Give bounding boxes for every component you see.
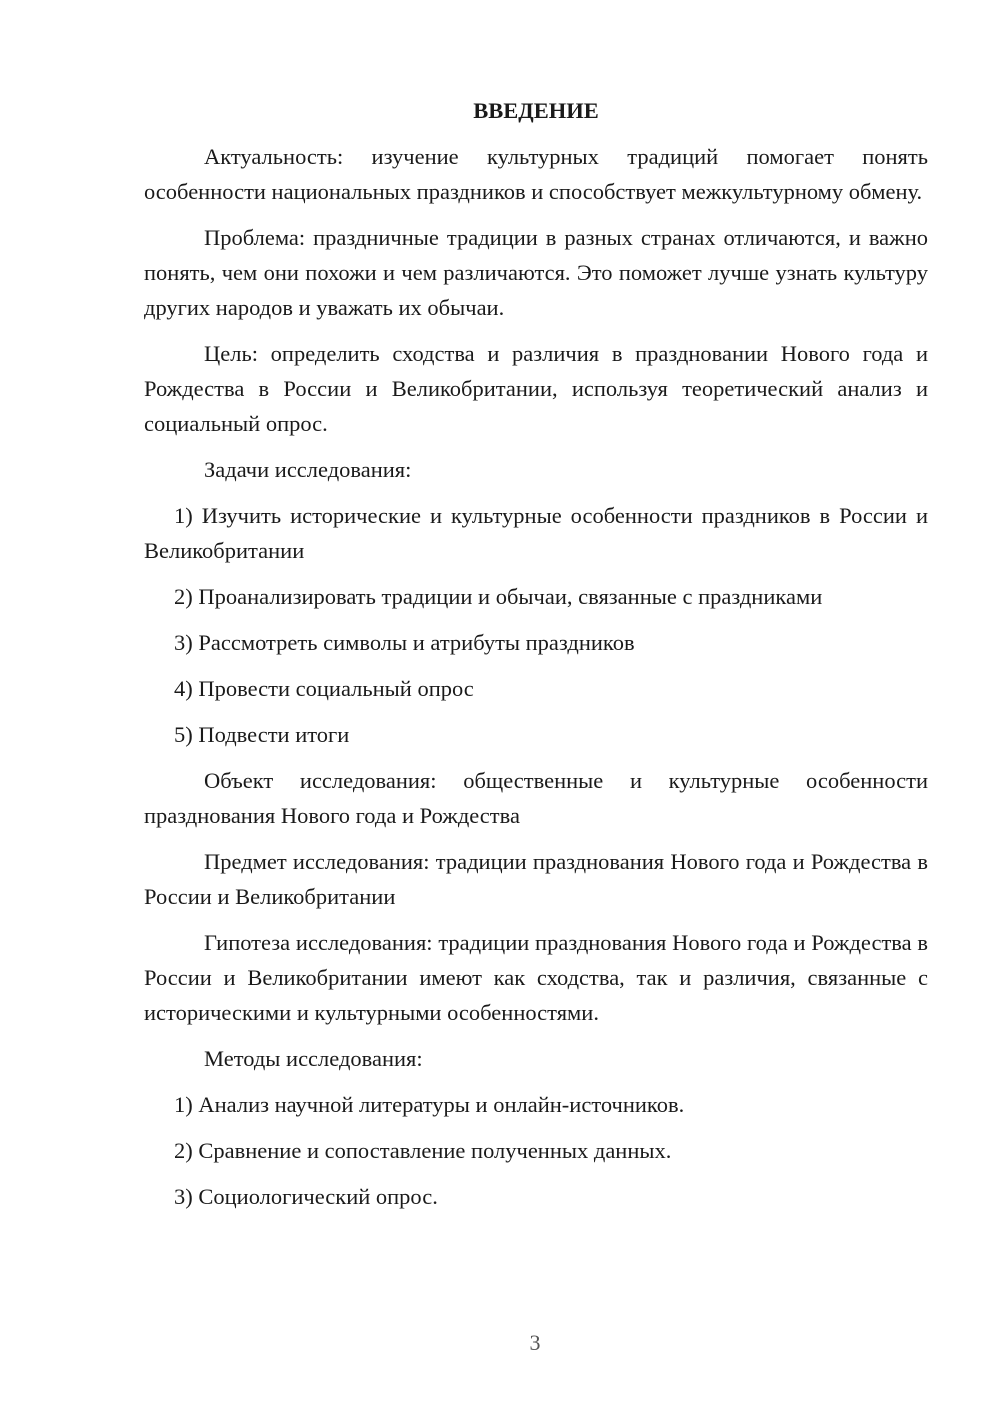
method-item-2: 2) Сравнение и сопоставление полученных данных.	[174, 1138, 672, 1163]
methods-heading: Методы исследования:	[204, 1046, 423, 1071]
page-content	[144, 93, 928, 1225]
subject-paragraph: Предмет исследования: традиции празднования Нового года и Рождества в России и Великобритании	[144, 849, 928, 909]
task-item-2: 2) Проанализировать традиции и обычаи, связанные с праздниками	[174, 584, 823, 609]
task-item-5: 5) Подвести итоги	[174, 722, 350, 747]
page-number: 3	[529, 1330, 541, 1355]
object-paragraph: Объект исследования: общественные и культурные особенности празднования Нового года и Рождества	[144, 768, 928, 828]
task-item-3: 3) Рассмотреть символы и атрибуты праздников	[174, 630, 635, 655]
method-item-1: 1) Анализ научной литературы и онлайн-источников.	[174, 1092, 685, 1117]
tasks-heading: Задачи исследования:	[204, 457, 412, 482]
problem-paragraph: Проблема: праздничные традиции в разных странах отличаются, и важно понять, чем они похожи и чем различаются. Это поможет лучше узнать культуру других народов и уважать их обычаи.	[144, 225, 928, 320]
task-item-4: 4) Провести социальный опрос	[174, 676, 474, 701]
hypothesis-paragraph: Гипотеза исследования: традиции празднования Нового года и Рождества в России и Великобритании имеют как сходства, так и различия, связанные с историческими и культурными особенностями.	[144, 930, 928, 1025]
goal-paragraph: Цель: определить сходства и различия в праздновании Нового года и Рождества в России и Великобритании, используя теоретический анализ и социальный опрос.	[144, 341, 928, 436]
relevance-paragraph: Актуальность: изучение культурных традиций помогает понять особенности национальных праздников и способствует межкультурному обмену.	[144, 144, 928, 204]
method-item-3: 3) Социологический опрос.	[174, 1184, 438, 1209]
section-title: ВВЕДЕНИЕ	[473, 98, 599, 123]
task-item-1: 1) Изучить исторические и культурные особенности праздников в России и Великобритании	[144, 503, 928, 563]
